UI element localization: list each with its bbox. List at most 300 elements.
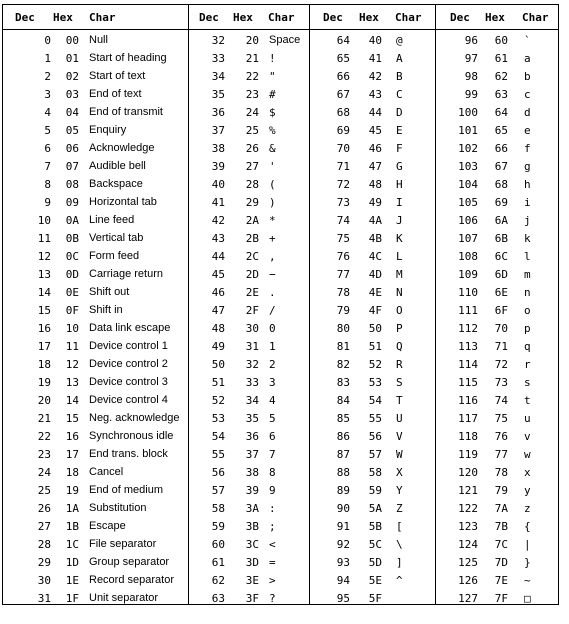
table-row — [3, 266, 188, 284]
table-row — [189, 32, 309, 50]
dec-cell: 65 — [336, 52, 350, 65]
hex-cell: 54 — [368, 394, 382, 407]
dec-cell: 123 — [458, 520, 478, 533]
dec-cell: 55 — [211, 448, 225, 461]
table-row — [189, 374, 309, 392]
table-row — [310, 68, 435, 86]
char-cell: Group separator — [89, 556, 170, 568]
hex-cell: 4B — [368, 232, 382, 245]
hex-cell: 19 — [65, 484, 79, 497]
table-row — [436, 194, 558, 212]
hex-cell: 0A — [65, 214, 79, 227]
hex-cell: 56 — [368, 430, 382, 443]
table-row — [3, 86, 188, 104]
table-row — [189, 392, 309, 410]
hex-cell: 6A — [494, 214, 508, 227]
dec-cell: 46 — [211, 286, 225, 299]
char-cell: \ — [396, 538, 403, 551]
char-cell: S — [396, 376, 403, 389]
dec-cell: 11 — [37, 232, 51, 245]
char-cell: Substitution — [89, 502, 147, 514]
dec-cell: 98 — [464, 70, 478, 83]
hex-cell: 6E — [494, 286, 508, 299]
char-cell: , — [269, 250, 276, 263]
dec-cell: 100 — [458, 106, 478, 119]
table-row — [3, 50, 188, 68]
table-row — [310, 32, 435, 50]
char-cell: K — [396, 232, 403, 245]
char-cell: [ — [396, 520, 403, 533]
panel-uppercase — [310, 5, 435, 604]
table-row — [189, 554, 309, 572]
char-cell: g — [524, 160, 531, 173]
table-row — [436, 68, 558, 86]
char-cell: Form feed — [89, 250, 140, 262]
dec-cell: 85 — [336, 412, 350, 425]
hex-cell: 5D — [368, 556, 382, 569]
hex-cell: 7D — [494, 556, 508, 569]
table-row — [189, 248, 309, 266]
hex-cell: 75 — [494, 412, 508, 425]
dec-cell: 83 — [336, 376, 350, 389]
dec-cell: 4 — [44, 106, 51, 119]
dec-cell: 47 — [211, 304, 225, 317]
table-row — [310, 302, 435, 320]
dec-cell: 86 — [336, 430, 350, 443]
dec-cell: 6 — [44, 142, 51, 155]
table-row — [3, 500, 188, 518]
table-row — [436, 392, 558, 410]
dec-cell: 89 — [336, 484, 350, 497]
table-row — [3, 212, 188, 230]
table-row — [3, 284, 188, 302]
header-dec: Dec — [199, 11, 219, 24]
char-cell: @ — [396, 34, 403, 47]
table-row — [3, 572, 188, 590]
dec-cell: 32 — [211, 34, 225, 47]
char-cell: p — [524, 322, 531, 335]
table-row — [189, 464, 309, 482]
table-row — [3, 464, 188, 482]
char-cell: % — [269, 124, 276, 137]
table-row — [189, 446, 309, 464]
table-row — [310, 158, 435, 176]
dec-cell: 124 — [458, 538, 478, 551]
dec-cell: 31 — [37, 592, 51, 605]
table-row — [3, 554, 188, 572]
panel-symbols-digits — [189, 5, 309, 604]
dec-cell: 26 — [37, 502, 51, 515]
header-hex: Hex — [359, 11, 379, 24]
hex-cell: 7E — [494, 574, 508, 587]
hex-cell: 61 — [494, 52, 508, 65]
table-row — [189, 428, 309, 446]
dec-cell: 7 — [44, 160, 51, 173]
hex-cell: 4E — [368, 286, 382, 299]
table-row — [310, 230, 435, 248]
char-cell: f — [524, 142, 531, 155]
hex-cell: 39 — [245, 484, 259, 497]
table-row — [436, 320, 558, 338]
header-hex: Hex — [485, 11, 505, 24]
dec-cell: 74 — [336, 214, 350, 227]
table-row — [436, 482, 558, 500]
hex-cell: 62 — [494, 70, 508, 83]
dec-cell: 109 — [458, 268, 478, 281]
char-cell: n — [524, 286, 531, 299]
table-row — [310, 554, 435, 572]
hex-cell: 2A — [245, 214, 259, 227]
hex-cell: 3C — [245, 538, 259, 551]
table-row — [310, 338, 435, 356]
hex-cell: 46 — [368, 142, 382, 155]
char-cell: z — [524, 502, 531, 515]
hex-cell: 14 — [65, 394, 79, 407]
char-cell: + — [269, 232, 276, 245]
hex-cell: 52 — [368, 358, 382, 371]
char-cell: X — [396, 466, 403, 479]
hex-cell: 33 — [245, 376, 259, 389]
dec-cell: 118 — [458, 430, 478, 443]
hex-cell: 24 — [245, 106, 259, 119]
table-row — [3, 446, 188, 464]
char-cell: R — [396, 358, 403, 371]
char-cell: J — [396, 214, 403, 227]
dec-cell: 3 — [44, 88, 51, 101]
hex-cell: 53 — [368, 376, 382, 389]
dec-cell: 2 — [44, 70, 51, 83]
char-cell: E — [396, 124, 403, 137]
dec-cell: 106 — [458, 214, 478, 227]
header-dec: Dec — [15, 11, 35, 24]
dec-cell: 38 — [211, 142, 225, 155]
char-cell: End trans. block — [89, 448, 168, 460]
table-row — [310, 482, 435, 500]
char-cell: □ — [524, 592, 531, 605]
char-cell: | — [524, 538, 531, 551]
dec-cell: 13 — [37, 268, 51, 281]
hex-cell: 28 — [245, 178, 259, 191]
char-cell: C — [396, 88, 403, 101]
table-row — [189, 320, 309, 338]
char-cell: _ — [396, 592, 403, 605]
char-cell: P — [396, 322, 403, 335]
hex-cell: 63 — [494, 88, 508, 101]
dec-cell: 21 — [37, 412, 51, 425]
table-row — [3, 428, 188, 446]
dec-cell: 112 — [458, 322, 478, 335]
table-row — [189, 572, 309, 590]
table-row — [3, 176, 188, 194]
hex-cell: 08 — [65, 178, 79, 191]
table-row — [189, 104, 309, 122]
dec-cell: 108 — [458, 250, 478, 263]
hex-cell: 5F — [368, 592, 382, 605]
table-row — [310, 248, 435, 266]
dec-cell: 56 — [211, 466, 225, 479]
table-row — [310, 104, 435, 122]
table-row — [436, 266, 558, 284]
header-hex: Hex — [53, 11, 73, 24]
char-cell: s — [524, 376, 531, 389]
char-cell: a — [524, 52, 531, 65]
hex-cell: 3F — [245, 592, 259, 605]
char-cell: 8 — [269, 466, 276, 479]
char-cell: ) — [269, 196, 276, 209]
dec-cell: 52 — [211, 394, 225, 407]
table-row — [189, 122, 309, 140]
dec-cell: 40 — [211, 178, 225, 191]
hex-cell: 18 — [65, 466, 79, 479]
hex-cell: 69 — [494, 196, 508, 209]
dec-cell: 36 — [211, 106, 225, 119]
char-cell: Neg. acknowledge — [89, 412, 180, 424]
char-cell: Vertical tab — [89, 232, 144, 244]
char-cell: N — [396, 286, 403, 299]
hex-cell: 48 — [368, 178, 382, 191]
char-cell: $ — [269, 106, 276, 119]
hex-cell: 45 — [368, 124, 382, 137]
dec-cell: 0 — [44, 34, 51, 47]
dec-cell: 16 — [37, 322, 51, 335]
hex-cell: 36 — [245, 430, 259, 443]
hex-cell: 17 — [65, 448, 79, 461]
hex-cell: 1E — [65, 574, 79, 587]
hex-cell: 32 — [245, 358, 259, 371]
hex-cell: 58 — [368, 466, 382, 479]
dec-cell: 12 — [37, 250, 51, 263]
char-cell: Carriage return — [89, 268, 163, 280]
table-row — [310, 284, 435, 302]
hex-cell: 01 — [65, 52, 79, 65]
hex-cell: 25 — [245, 124, 259, 137]
hex-cell: 73 — [494, 376, 508, 389]
dec-cell: 99 — [464, 88, 478, 101]
ascii-table — [2, 4, 559, 605]
char-cell: End of text — [89, 88, 142, 100]
dec-cell: 60 — [211, 538, 225, 551]
hex-cell: 30 — [245, 322, 259, 335]
dec-cell: 39 — [211, 160, 225, 173]
char-cell: " — [269, 70, 276, 83]
dec-cell: 94 — [336, 574, 350, 587]
dec-cell: 49 — [211, 340, 225, 353]
hex-cell: 60 — [494, 34, 508, 47]
dec-cell: 103 — [458, 160, 478, 173]
table-row — [436, 212, 558, 230]
char-cell: Y — [396, 484, 403, 497]
hex-cell: 10 — [65, 322, 79, 335]
hex-cell: 00 — [65, 34, 79, 47]
dec-cell: 82 — [336, 358, 350, 371]
table-row — [189, 194, 309, 212]
dec-cell: 114 — [458, 358, 478, 371]
hex-cell: 3D — [245, 556, 259, 569]
dec-cell: 121 — [458, 484, 478, 497]
table-row — [310, 428, 435, 446]
hex-cell: 29 — [245, 196, 259, 209]
dec-cell: 27 — [37, 520, 51, 533]
table-row — [436, 176, 558, 194]
dec-cell: 15 — [37, 304, 51, 317]
hex-cell: 26 — [245, 142, 259, 155]
dec-cell: 113 — [458, 340, 478, 353]
table-row — [436, 86, 558, 104]
hex-cell: 59 — [368, 484, 382, 497]
table-row — [189, 176, 309, 194]
hex-cell: 4C — [368, 250, 382, 263]
table-row — [3, 518, 188, 536]
hex-cell: 04 — [65, 106, 79, 119]
dec-cell: 73 — [336, 196, 350, 209]
char-cell: Q — [396, 340, 403, 353]
char-cell: L — [396, 250, 403, 263]
char-cell: 3 — [269, 376, 276, 389]
table-row — [189, 230, 309, 248]
char-cell: B — [396, 70, 403, 83]
hex-cell: 76 — [494, 430, 508, 443]
table-row — [3, 104, 188, 122]
table-row — [310, 590, 435, 608]
char-cell: k — [524, 232, 531, 245]
dec-cell: 53 — [211, 412, 225, 425]
table-row — [436, 446, 558, 464]
header-char: Char — [522, 11, 549, 24]
char-cell: End of transmit — [89, 106, 163, 118]
dec-cell: 41 — [211, 196, 225, 209]
table-row — [436, 50, 558, 68]
table-row — [3, 122, 188, 140]
table-row — [436, 518, 558, 536]
hex-cell: 1B — [65, 520, 79, 533]
char-cell: m — [524, 268, 531, 281]
hex-cell: 34 — [245, 394, 259, 407]
hex-cell: 5A — [368, 502, 382, 515]
hex-cell: 41 — [368, 52, 382, 65]
table-row — [310, 464, 435, 482]
hex-cell: 27 — [245, 160, 259, 173]
char-cell: { — [524, 520, 531, 533]
table-row — [310, 500, 435, 518]
dec-cell: 33 — [211, 52, 225, 65]
dec-cell: 84 — [336, 394, 350, 407]
char-cell: T — [396, 394, 403, 407]
header-char: Char — [89, 11, 116, 24]
dec-cell: 79 — [336, 304, 350, 317]
dec-cell: 117 — [458, 412, 478, 425]
dec-cell: 70 — [336, 142, 350, 155]
table-row — [3, 410, 188, 428]
hex-cell: 49 — [368, 196, 382, 209]
table-row — [189, 482, 309, 500]
table-row — [3, 356, 188, 374]
hex-cell: 2C — [245, 250, 259, 263]
dec-cell: 44 — [211, 250, 225, 263]
char-cell: 9 — [269, 484, 276, 497]
char-cell: Z — [396, 502, 403, 515]
char-cell: W — [396, 448, 403, 461]
char-cell: Enquiry — [89, 124, 127, 136]
dec-cell: 57 — [211, 484, 225, 497]
table-row — [189, 68, 309, 86]
table-row — [189, 356, 309, 374]
dec-cell: 67 — [336, 88, 350, 101]
table-row — [436, 554, 558, 572]
hex-cell: 35 — [245, 412, 259, 425]
table-row — [3, 140, 188, 158]
hex-cell: 5C — [368, 538, 382, 551]
char-cell: . — [269, 286, 276, 299]
hex-cell: 5B — [368, 520, 382, 533]
char-cell: − — [269, 268, 276, 281]
hex-cell: 06 — [65, 142, 79, 155]
table-row — [189, 212, 309, 230]
dec-cell: 14 — [37, 286, 51, 299]
hex-cell: 3E — [245, 574, 259, 587]
hex-cell: 3B — [245, 520, 259, 533]
table-row — [436, 104, 558, 122]
table-row — [436, 302, 558, 320]
header-char: Char — [395, 11, 422, 24]
table-row — [310, 86, 435, 104]
dec-cell: 64 — [336, 34, 350, 47]
hex-cell: 50 — [368, 322, 382, 335]
panel-rows — [310, 32, 435, 608]
char-cell: M — [396, 268, 403, 281]
table-row — [3, 482, 188, 500]
dec-cell: 110 — [458, 286, 478, 299]
dec-cell: 68 — [336, 106, 350, 119]
char-cell: Unit separator — [89, 592, 159, 604]
char-cell: ` — [524, 34, 531, 47]
table-row — [310, 212, 435, 230]
table-row — [3, 158, 188, 176]
char-cell: Null — [89, 34, 108, 46]
hex-cell: 2E — [245, 286, 259, 299]
dec-cell: 126 — [458, 574, 478, 587]
hex-cell: 51 — [368, 340, 382, 353]
char-cell: 0 — [269, 322, 276, 335]
table-row — [310, 194, 435, 212]
char-cell: Backspace — [89, 178, 143, 190]
char-cell: H — [396, 178, 403, 191]
char-cell: Shift out — [89, 286, 130, 298]
dec-cell: 48 — [211, 322, 225, 335]
dec-cell: 20 — [37, 394, 51, 407]
char-cell: ' — [269, 160, 276, 173]
table-row — [189, 410, 309, 428]
table-row — [310, 518, 435, 536]
hex-cell: 0C — [65, 250, 79, 263]
hex-cell: 67 — [494, 160, 508, 173]
dec-cell: 35 — [211, 88, 225, 101]
hex-cell: 40 — [368, 34, 382, 47]
hex-cell: 1C — [65, 538, 79, 551]
table-row — [310, 320, 435, 338]
char-cell: : — [269, 502, 276, 515]
char-cell: ( — [269, 178, 276, 191]
hex-cell: 47 — [368, 160, 382, 173]
table-row — [3, 68, 188, 86]
table-row — [189, 590, 309, 608]
dec-cell: 24 — [37, 466, 51, 479]
char-cell: u — [524, 412, 531, 425]
table-row — [3, 590, 188, 608]
char-cell: I — [396, 196, 403, 209]
table-row — [436, 500, 558, 518]
panel-rows — [436, 32, 558, 608]
char-cell: Device control 3 — [89, 376, 168, 388]
